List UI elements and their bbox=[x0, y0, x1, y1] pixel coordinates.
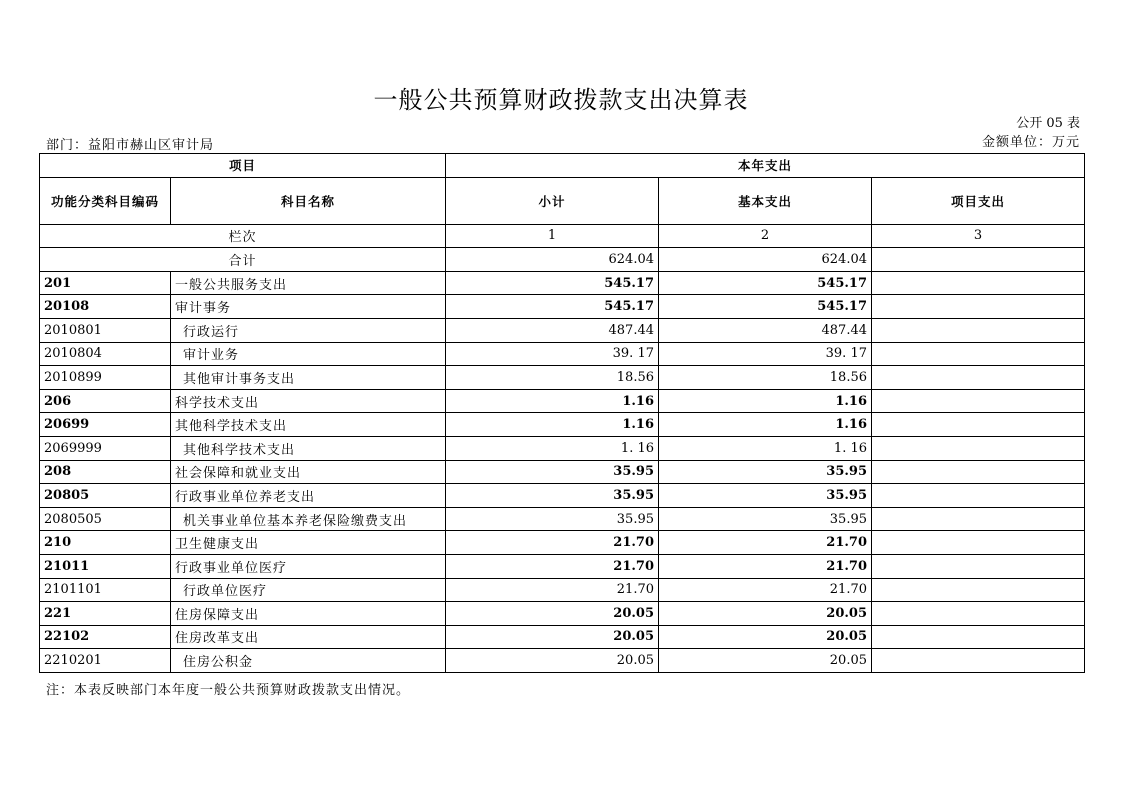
header-project-exp: 项目支出 bbox=[872, 177, 1085, 224]
header-code: 功能分类科目编码 bbox=[40, 177, 171, 224]
table-row bbox=[40, 507, 1085, 531]
row-project bbox=[872, 271, 1085, 295]
row-subtotal: 35.95 bbox=[446, 460, 659, 484]
row-subtotal: 20.05 bbox=[446, 602, 659, 626]
row-subtotal: 1.16 bbox=[446, 389, 659, 413]
row-project bbox=[872, 413, 1085, 437]
row-subtotal: 21.70 bbox=[446, 554, 659, 578]
row-name: 住房改革支出 bbox=[171, 625, 446, 649]
row-code: 201 bbox=[40, 271, 171, 295]
header-current-year: 本年支出 bbox=[446, 154, 1085, 178]
row-code: 2010899 bbox=[40, 366, 171, 390]
header-basic: 基本支出 bbox=[659, 177, 872, 224]
row-code: 2101101 bbox=[40, 578, 171, 602]
column-index-3: 3 bbox=[872, 224, 1085, 248]
row-basic: 39. 17 bbox=[659, 342, 872, 366]
row-project bbox=[872, 507, 1085, 531]
row-project bbox=[872, 649, 1085, 673]
table-row bbox=[40, 389, 1085, 413]
header-row-2 bbox=[40, 177, 1085, 224]
row-subtotal: 545.17 bbox=[446, 271, 659, 295]
row-name: 社会保障和就业支出 bbox=[171, 460, 446, 484]
column-index-label: 栏次 bbox=[40, 224, 446, 248]
row-code: 2010804 bbox=[40, 342, 171, 366]
row-basic: 21.70 bbox=[659, 531, 872, 555]
row-name: 住房公积金 bbox=[171, 649, 446, 673]
table-row bbox=[40, 271, 1085, 295]
row-project bbox=[872, 389, 1085, 413]
row-name: 审计业务 bbox=[171, 342, 446, 366]
row-project bbox=[872, 602, 1085, 626]
row-subtotal: 18.56 bbox=[446, 366, 659, 390]
page-title: 一般公共预算财政拨款支出决算表 bbox=[373, 86, 749, 114]
row-subtotal: 21.70 bbox=[446, 531, 659, 555]
header-subtotal: 小计 bbox=[446, 177, 659, 224]
row-project bbox=[872, 578, 1085, 602]
row-project bbox=[872, 342, 1085, 366]
table-row bbox=[40, 342, 1085, 366]
header-project: 项目 bbox=[40, 154, 446, 178]
total-row bbox=[40, 248, 1085, 272]
expenditure-table bbox=[39, 153, 1085, 673]
table-row bbox=[40, 436, 1085, 460]
expenditure-table-container bbox=[39, 153, 1085, 673]
table-row bbox=[40, 649, 1085, 673]
table-row bbox=[40, 531, 1085, 555]
row-subtotal: 39. 17 bbox=[446, 342, 659, 366]
table-body bbox=[40, 224, 1085, 672]
row-basic: 20.05 bbox=[659, 602, 872, 626]
table-row bbox=[40, 578, 1085, 602]
row-name: 卫生健康支出 bbox=[171, 531, 446, 555]
total-project bbox=[872, 248, 1085, 272]
row-project bbox=[872, 554, 1085, 578]
row-subtotal: 21.70 bbox=[446, 578, 659, 602]
row-project bbox=[872, 366, 1085, 390]
row-project bbox=[872, 460, 1085, 484]
row-code: 210 bbox=[40, 531, 171, 555]
row-code: 208 bbox=[40, 460, 171, 484]
row-project bbox=[872, 436, 1085, 460]
table-row bbox=[40, 484, 1085, 508]
row-basic: 35.95 bbox=[659, 460, 872, 484]
row-code: 2069999 bbox=[40, 436, 171, 460]
form-code: 公开 05 表 bbox=[1016, 116, 1080, 131]
row-basic: 35.95 bbox=[659, 484, 872, 508]
row-basic: 18.56 bbox=[659, 366, 872, 390]
row-project bbox=[872, 295, 1085, 319]
column-index-2: 2 bbox=[659, 224, 872, 248]
total-basic: 624.04 bbox=[659, 248, 872, 272]
header-name: 科目名称 bbox=[171, 177, 446, 224]
table-row bbox=[40, 366, 1085, 390]
row-code: 22102 bbox=[40, 625, 171, 649]
row-name: 住房保障支出 bbox=[171, 602, 446, 626]
row-name: 其他科学技术支出 bbox=[171, 413, 446, 437]
row-code: 2210201 bbox=[40, 649, 171, 673]
table-row bbox=[40, 625, 1085, 649]
row-code: 2010801 bbox=[40, 318, 171, 342]
row-name: 审计事务 bbox=[171, 295, 446, 319]
row-code: 20699 bbox=[40, 413, 171, 437]
row-name: 科学技术支出 bbox=[171, 389, 446, 413]
row-code: 20108 bbox=[40, 295, 171, 319]
row-project bbox=[872, 531, 1085, 555]
row-name: 其他审计事务支出 bbox=[171, 366, 446, 390]
row-subtotal: 1.16 bbox=[446, 413, 659, 437]
row-subtotal: 20.05 bbox=[446, 649, 659, 673]
column-index-1: 1 bbox=[446, 224, 659, 248]
row-basic: 1.16 bbox=[659, 389, 872, 413]
row-name: 行政单位医疗 bbox=[171, 578, 446, 602]
row-basic: 21.70 bbox=[659, 554, 872, 578]
row-basic: 1. 16 bbox=[659, 436, 872, 460]
row-code: 21011 bbox=[40, 554, 171, 578]
row-basic: 545.17 bbox=[659, 271, 872, 295]
row-subtotal: 1. 16 bbox=[446, 436, 659, 460]
row-subtotal: 545.17 bbox=[446, 295, 659, 319]
table-row bbox=[40, 554, 1085, 578]
row-basic: 20.05 bbox=[659, 649, 872, 673]
total-subtotal: 624.04 bbox=[446, 248, 659, 272]
row-project bbox=[872, 484, 1085, 508]
row-name: 一般公共服务支出 bbox=[171, 271, 446, 295]
row-basic: 1.16 bbox=[659, 413, 872, 437]
row-subtotal: 35.95 bbox=[446, 507, 659, 531]
header-row-1 bbox=[40, 154, 1085, 178]
unit-label: 金额单位：万元 bbox=[981, 135, 1080, 150]
table-row bbox=[40, 460, 1085, 484]
row-basic: 35.95 bbox=[659, 507, 872, 531]
row-name: 行政事业单位养老支出 bbox=[171, 484, 446, 508]
row-basic: 20.05 bbox=[659, 625, 872, 649]
department-label: 部门：益阳市赫山区审计局 bbox=[46, 138, 215, 153]
row-basic: 487.44 bbox=[659, 318, 872, 342]
column-index-row bbox=[40, 224, 1085, 248]
row-name: 行政运行 bbox=[171, 318, 446, 342]
total-label: 合计 bbox=[40, 248, 446, 272]
table-row bbox=[40, 318, 1085, 342]
row-code: 221 bbox=[40, 602, 171, 626]
row-subtotal: 487.44 bbox=[446, 318, 659, 342]
row-code: 2080505 bbox=[40, 507, 171, 531]
row-code: 206 bbox=[40, 389, 171, 413]
table-row bbox=[40, 413, 1085, 437]
row-name: 机关事业单位基本养老保险缴费支出 bbox=[171, 507, 446, 531]
row-subtotal: 20.05 bbox=[446, 625, 659, 649]
row-name: 其他科学技术支出 bbox=[171, 436, 446, 460]
row-code: 20805 bbox=[40, 484, 171, 508]
row-project bbox=[872, 625, 1085, 649]
table-row bbox=[40, 602, 1085, 626]
row-basic: 21.70 bbox=[659, 578, 872, 602]
footer-note: 注：本表反映部门本年度一般公共预算财政拨款支出情况。 bbox=[46, 683, 411, 698]
row-basic: 545.17 bbox=[659, 295, 872, 319]
row-name: 行政事业单位医疗 bbox=[171, 554, 446, 578]
row-subtotal: 35.95 bbox=[446, 484, 659, 508]
row-project bbox=[872, 318, 1085, 342]
table-row bbox=[40, 295, 1085, 319]
